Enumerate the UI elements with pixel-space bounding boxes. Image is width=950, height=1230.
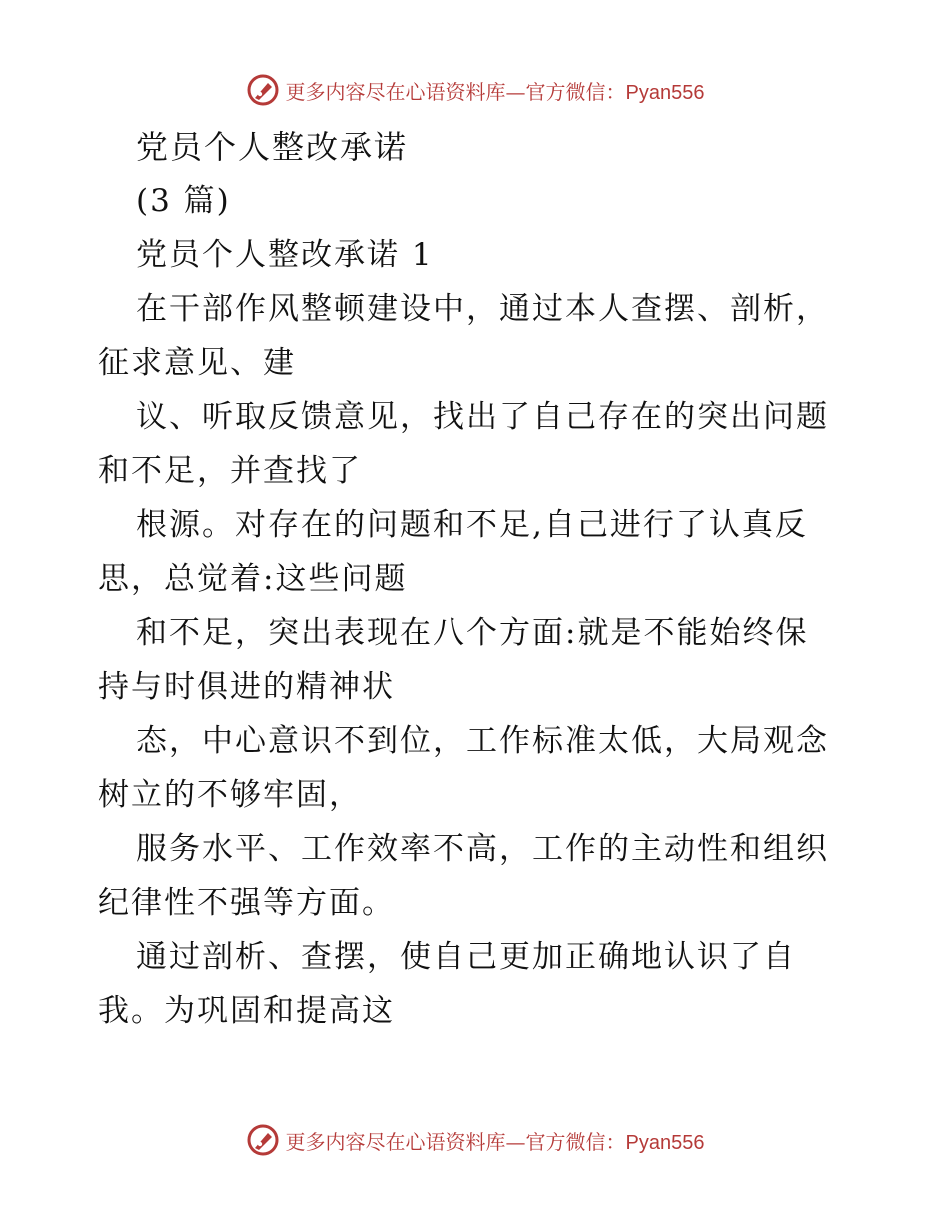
paragraph-line: 征求意见、建 xyxy=(98,345,296,381)
pen-nib-logo-icon xyxy=(246,1123,280,1157)
section-heading: 党员个人整改承诺 1 xyxy=(136,237,434,273)
document-title: 党员个人整改承诺 xyxy=(136,128,409,166)
paragraph-line: 议、听取反馈意见，找出了自己存在的突出问题 xyxy=(136,399,829,435)
pen-nib-logo-icon xyxy=(246,73,280,107)
document-subtitle: (3 篇) xyxy=(136,183,231,219)
document-body xyxy=(98,120,858,1038)
paragraph-line: 树立的不够牢固， xyxy=(98,777,362,813)
paragraph-line: 态，中心意识不到位，工作标准太低，大局观念 xyxy=(136,723,829,759)
paragraph-line: 和不足，并查找了 xyxy=(98,453,362,489)
paragraph-line: 纪律性不强等方面。 xyxy=(98,885,395,921)
paragraph-line: 思，总觉着:这些问题 xyxy=(98,561,408,597)
paragraph-line: 根源。对存在的问题和不足,自己进行了认真反 xyxy=(136,507,808,543)
paragraph-line: 和不足，突出表现在八个方面:就是不能始终保 xyxy=(136,615,809,651)
header-banner xyxy=(0,70,950,110)
footer-banner xyxy=(0,1120,950,1160)
paragraph-line: 持与时俱进的精神状 xyxy=(98,669,395,705)
paragraph-line: 服务水平、工作效率不高，工作的主动性和组织 xyxy=(136,831,829,867)
banner-text: 更多内容尽在心语资料库—官方微信：Pyan556 xyxy=(285,1129,705,1154)
paragraph-line: 我。为巩固和提高这 xyxy=(98,993,395,1029)
paragraph-line: 在干部作风整顿建设中，通过本人查摆、剖析， xyxy=(136,291,829,327)
banner-text: 更多内容尽在心语资料库—官方微信：Pyan556 xyxy=(285,79,705,104)
paragraph-line: 通过剖析、查摆，使自己更加正确地认识了自 xyxy=(136,939,796,975)
